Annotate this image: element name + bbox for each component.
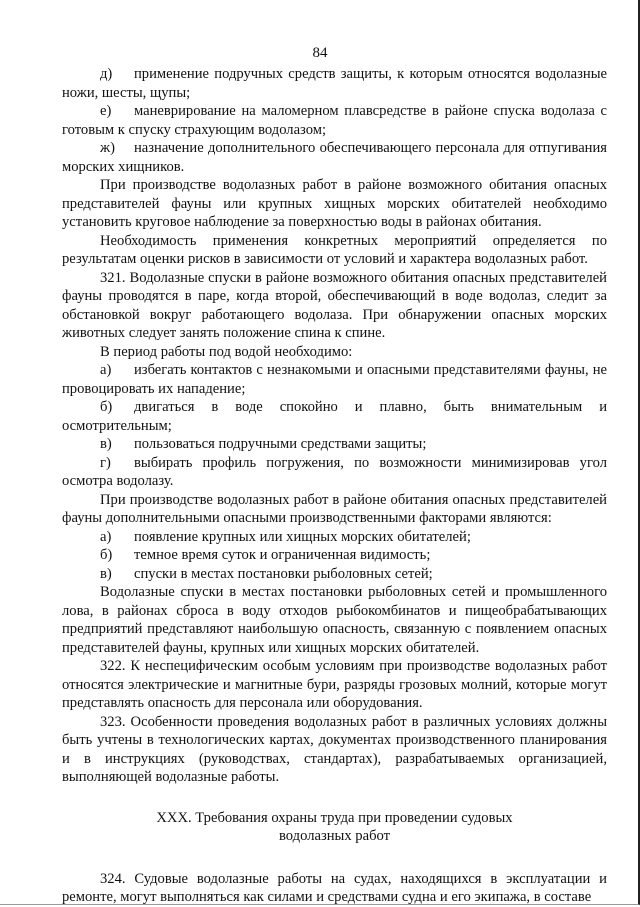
list-marker: д) bbox=[100, 66, 113, 82]
paragraph bbox=[62, 232, 607, 269]
list-marker: а) bbox=[100, 362, 112, 378]
paragraph-text: 323. Особенности проведения водолазных работ в различных условиях должны быть учтены в технологических картах, документах производственного планирования и в инструкциях (руководствах, стандартах), разрабатываемых организацией, выполняющей водолазные работы. bbox=[62, 713, 607, 785]
paragraph bbox=[62, 491, 607, 528]
paragraph-text: В период работы под водой необходимо: bbox=[100, 343, 353, 360]
paragraph-text: назначение дополнительного обеспечивающего персонала для отпугивания морских хищников. bbox=[62, 140, 607, 175]
list-marker: в) bbox=[100, 565, 112, 582]
paragraph-text: маневрирование на маломерном плавсредстве в районе спуска водолаза с готовым к спуску страхующим водолазом; bbox=[62, 103, 607, 138]
section-heading bbox=[62, 809, 607, 846]
paragraph-text: появление крупных или хищных морских обитателей; bbox=[134, 528, 471, 545]
paragraph bbox=[62, 269, 607, 343]
paragraph-list-top bbox=[62, 65, 607, 787]
paragraph-text: выбирать профиль погружения, по возможности минимизировав угол осмотра водолазу. bbox=[62, 454, 607, 489]
paragraph-text: применение подручных средств защиты, к которым относятся водолазные ножи, шесты, щупы; bbox=[62, 66, 607, 101]
paragraph-text: спуски в местах постановки рыболовных сетей; bbox=[134, 565, 433, 582]
paragraph-text: пользоваться подручными средствами защиты; bbox=[134, 436, 427, 452]
paragraph-text: избегать контактов с незнакомыми и опасными представителями фауны, не провоцировать их нападение; bbox=[62, 362, 607, 397]
paragraph-text: двигаться в воде спокойно и плавно, быть внимательным и осмотрительным; bbox=[62, 399, 607, 434]
paragraph-text: При производстве водолазных работ в районе обитания опасных представителей фауны дополнительными опасными производственными факторами являются: bbox=[62, 491, 607, 526]
list-marker: а) bbox=[100, 528, 112, 545]
list-item bbox=[62, 435, 607, 454]
paragraph bbox=[62, 713, 607, 787]
list-item bbox=[62, 102, 607, 139]
paragraph-text: Необходимость применения конкретных мероприятий определяется по результатам оценки рисков в зависимости от условий и характера водолазных работ. bbox=[62, 232, 607, 267]
list-marker: в) bbox=[100, 436, 112, 452]
list-item bbox=[62, 361, 607, 398]
paragraph-text: 322. К неспецифическим особым условиям при производстве водолазных работ относятся электрические и магнитные бури, разряды грозовых молний, которые могут представлять опасность для персонала или оборудования. bbox=[62, 658, 607, 711]
paragraph-text: При производстве водолазных работ в районе возможного обитания опасных представителей фауны или крупных хищных морских обитателей необходимо установить круговое наблюдение за поверхностью воды в районах обитания. bbox=[62, 177, 607, 230]
list-item bbox=[62, 65, 607, 102]
list-item bbox=[62, 398, 607, 435]
paragraph-text: 321. Водолазные спуски в районе возможного обитания опасных представителей фауны проводятся в паре, когда второй, обеспечивающий в воде водолаз, следит за обстановкой вокруг работающего водолаза. При обнаружении опасных морских животных следует занять положение спина к спине. bbox=[62, 269, 607, 341]
list-item bbox=[62, 139, 607, 176]
paragraph-text: 324. Судовые водолазные работы на судах, находящихся в эксплуатации и ремонте, могут выполняться как силами и средствами судна и его экипажа, в составе bbox=[62, 870, 607, 905]
paragraph-list-bottom bbox=[62, 870, 607, 907]
paragraph bbox=[62, 343, 607, 362]
section-heading-line-2: водолазных работ bbox=[279, 828, 390, 844]
paragraph bbox=[62, 657, 607, 713]
paragraph bbox=[62, 583, 607, 657]
list-marker: г) bbox=[100, 454, 111, 471]
section-heading-line-1: XXX. Требования охраны труда при проведении судовых bbox=[156, 809, 513, 826]
paragraph-text: темное время суток и ограниченная видимость; bbox=[134, 547, 431, 563]
list-item bbox=[62, 528, 607, 547]
page-number: 84 bbox=[312, 45, 328, 61]
list-item bbox=[62, 546, 607, 565]
list-marker: е) bbox=[100, 103, 112, 119]
list-marker: ж) bbox=[100, 140, 115, 156]
document-body bbox=[62, 65, 607, 907]
list-marker: б) bbox=[100, 399, 113, 415]
paragraph bbox=[62, 870, 607, 907]
paragraph bbox=[62, 176, 607, 232]
paragraph-text: Водолазные спуски в местах постановки рыболовных сетей и промышленного лова, в районах сброса в воду отходов рыбокомбинатов и пищеобрабатывающих предприятий представляют наибольшую опасность, связанную с появлением опасных представителей фауны, крупных или хищных морских обитателей. bbox=[62, 584, 607, 656]
list-item bbox=[62, 454, 607, 491]
list-marker: б) bbox=[100, 547, 113, 563]
list-item bbox=[62, 565, 607, 584]
